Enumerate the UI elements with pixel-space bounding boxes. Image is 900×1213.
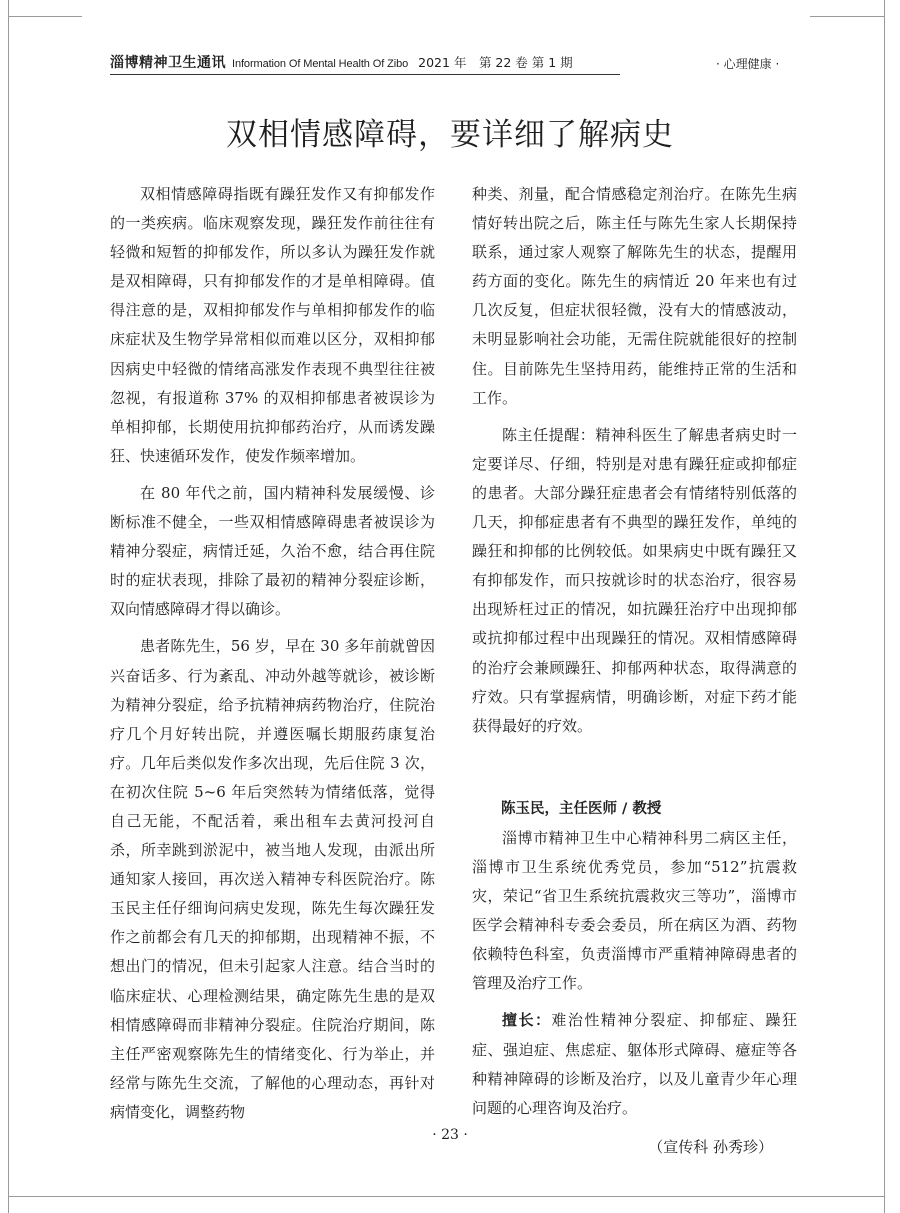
left-column xyxy=(110,180,435,1127)
page-frame-right-line xyxy=(884,0,885,1213)
page-number: · 23 · xyxy=(432,1127,468,1143)
journal-name: 淄博精神卫生通讯 xyxy=(110,55,226,71)
paragraph-case-continued: 种类、剂量，配合情感稳定剂治疗。在陈先生病情好转出院之后，陈主任与陈先生家人长期保持联系，通过家人观察了解陈先生的状态，提醒用药方面的变化。陈先生的病情近 20 年来也有过几次反复，但症状很轻微，没有大的情感波动，未明显影响社会功能，无需住院就能很好的控制住。目前陈先生坚持用药，能维持正常的生活和工作。 xyxy=(472,185,797,407)
paragraph-case: 患者陈先生，56 岁，早在 30 多年前就曾因兴奋话多、行为紊乱、冲动外越等就诊，被诊断为精神分裂症，给予抗精神病药物治疗，住院治疗几个月好转出院，并遵医嘱长期服药康复治疗。几年后类似发作多次出现，先后住院 3 次，在初次住院 5~6 年后突然转为情绪低落，觉得自己无能，不配活着，乘出租车去黄河投河自杀，所幸跳到淤泥中，被当地人发现，由派出所通知家人接回，再次送入精神专科医院治疗。陈玉民主任仔细询问病史发现，陈先生每次躁狂发作之前都会有几天的抑郁期，出现精神不振，不想出门的情况，但未引起家人注意。结合当时的临床症状、心理检测结果，确定陈先生患的是双相情感障碍而非精神分裂症。住院治疗期间，陈主任严密观察陈先生的情绪变化、行为举止，并经常与陈先生交流，了解他的心理动态，再针对病情变化，调整药物 xyxy=(110,637,435,1121)
article-credit: （宣传科 孙秀珍） xyxy=(648,1137,773,1156)
article-title: 双相情感障碍，要详细了解病史 xyxy=(226,117,674,153)
author-specialty xyxy=(472,1006,797,1122)
paragraph-intro: 双相情感障碍指既有躁狂发作又有抑郁发作的一类疾病。临床观察发现，躁狂发作前往往有轻微和短暂的抑郁发作，所以多认为躁狂发作就是双相障碍，只有抑郁发作的才是单相障碍。值得注意的是，双相抑郁发作与单相抑郁发作的临床症状及生物学异常相似而难以区分，双相抑郁因病史中轻微的情绪高涨发作表现不典型往往被忽视，有报道称 37% 的双相抑郁患者被误诊为单相抑郁，长期使用抗抑郁药治疗，从而诱发躁狂、快速循环发作，使发作频率增加。 xyxy=(110,185,435,465)
paragraph-advice: 陈主任提醒：精神科医生了解患者病史时一定要详尽、仔细，特别是对患有躁狂症或抑郁症的患者。大部分躁狂症患者会有情绪特别低落的几天，抑郁症患者有不典型的躁狂发作，单纯的躁狂和抑郁的比例较低。如果病史中既有躁狂又有抑郁发作，而只按就诊时的状态治疗，很容易出现矫枉过正的情况，如抗躁狂治疗中出现抑郁或抗抑郁过程中出现躁狂的情况。双相情感障碍的治疗会兼顾躁狂、抑郁两种状态，取得满意的疗效。只有掌握病情，明确诊断，对症下药才能获得最好的疗效。 xyxy=(472,425,797,735)
author-bio: 淄博市精神卫生中心精神科男二病区主任，淄博市卫生系统优秀党员，参加“512”抗震救灾，荣记“省卫生系统抗震救灾三等功”，淄博市医学会精神科专委会委员，所在病区为酒、药物依赖特色科室，负责淄博市严重精神障碍患者的管理及治疗工作。 xyxy=(472,828,797,993)
running-header xyxy=(110,54,620,75)
paragraph-history: 在 80 年代之前，国内精神科发展缓慢、诊断标准不健全，一些双相情感障碍患者被误诊为精神分裂症，病情迁延，久治不愈，结合再住院时的症状表现，排除了最初的精神分裂症诊断，双向情感障碍才得以确诊。 xyxy=(110,483,435,619)
page-frame-left-line xyxy=(8,0,9,1213)
section-label: · 心理健康 · xyxy=(716,57,780,71)
author-name-line: 陈玉民，主任医师 / 教授 xyxy=(501,800,662,817)
page-frame-bottom-line xyxy=(8,1196,884,1197)
specialty-text: 难治性精神分裂症、抑郁症、躁狂症、强迫症、焦虑症、躯体形式障碍、癔症等各种精神障碍的诊断及治疗，以及儿童青少年心理问题的心理咨询及治疗。 xyxy=(472,1011,797,1117)
journal-name-english: Information Of Mental Health Of Zibo xyxy=(232,58,409,70)
crop-mark-top-left xyxy=(8,16,82,17)
right-column xyxy=(472,180,797,1162)
crop-mark-top-right xyxy=(810,16,884,17)
journal-issue: 2021 年 第 22 卷 第 1 期 xyxy=(418,55,573,70)
specialty-label: 擅长： xyxy=(502,1011,552,1030)
